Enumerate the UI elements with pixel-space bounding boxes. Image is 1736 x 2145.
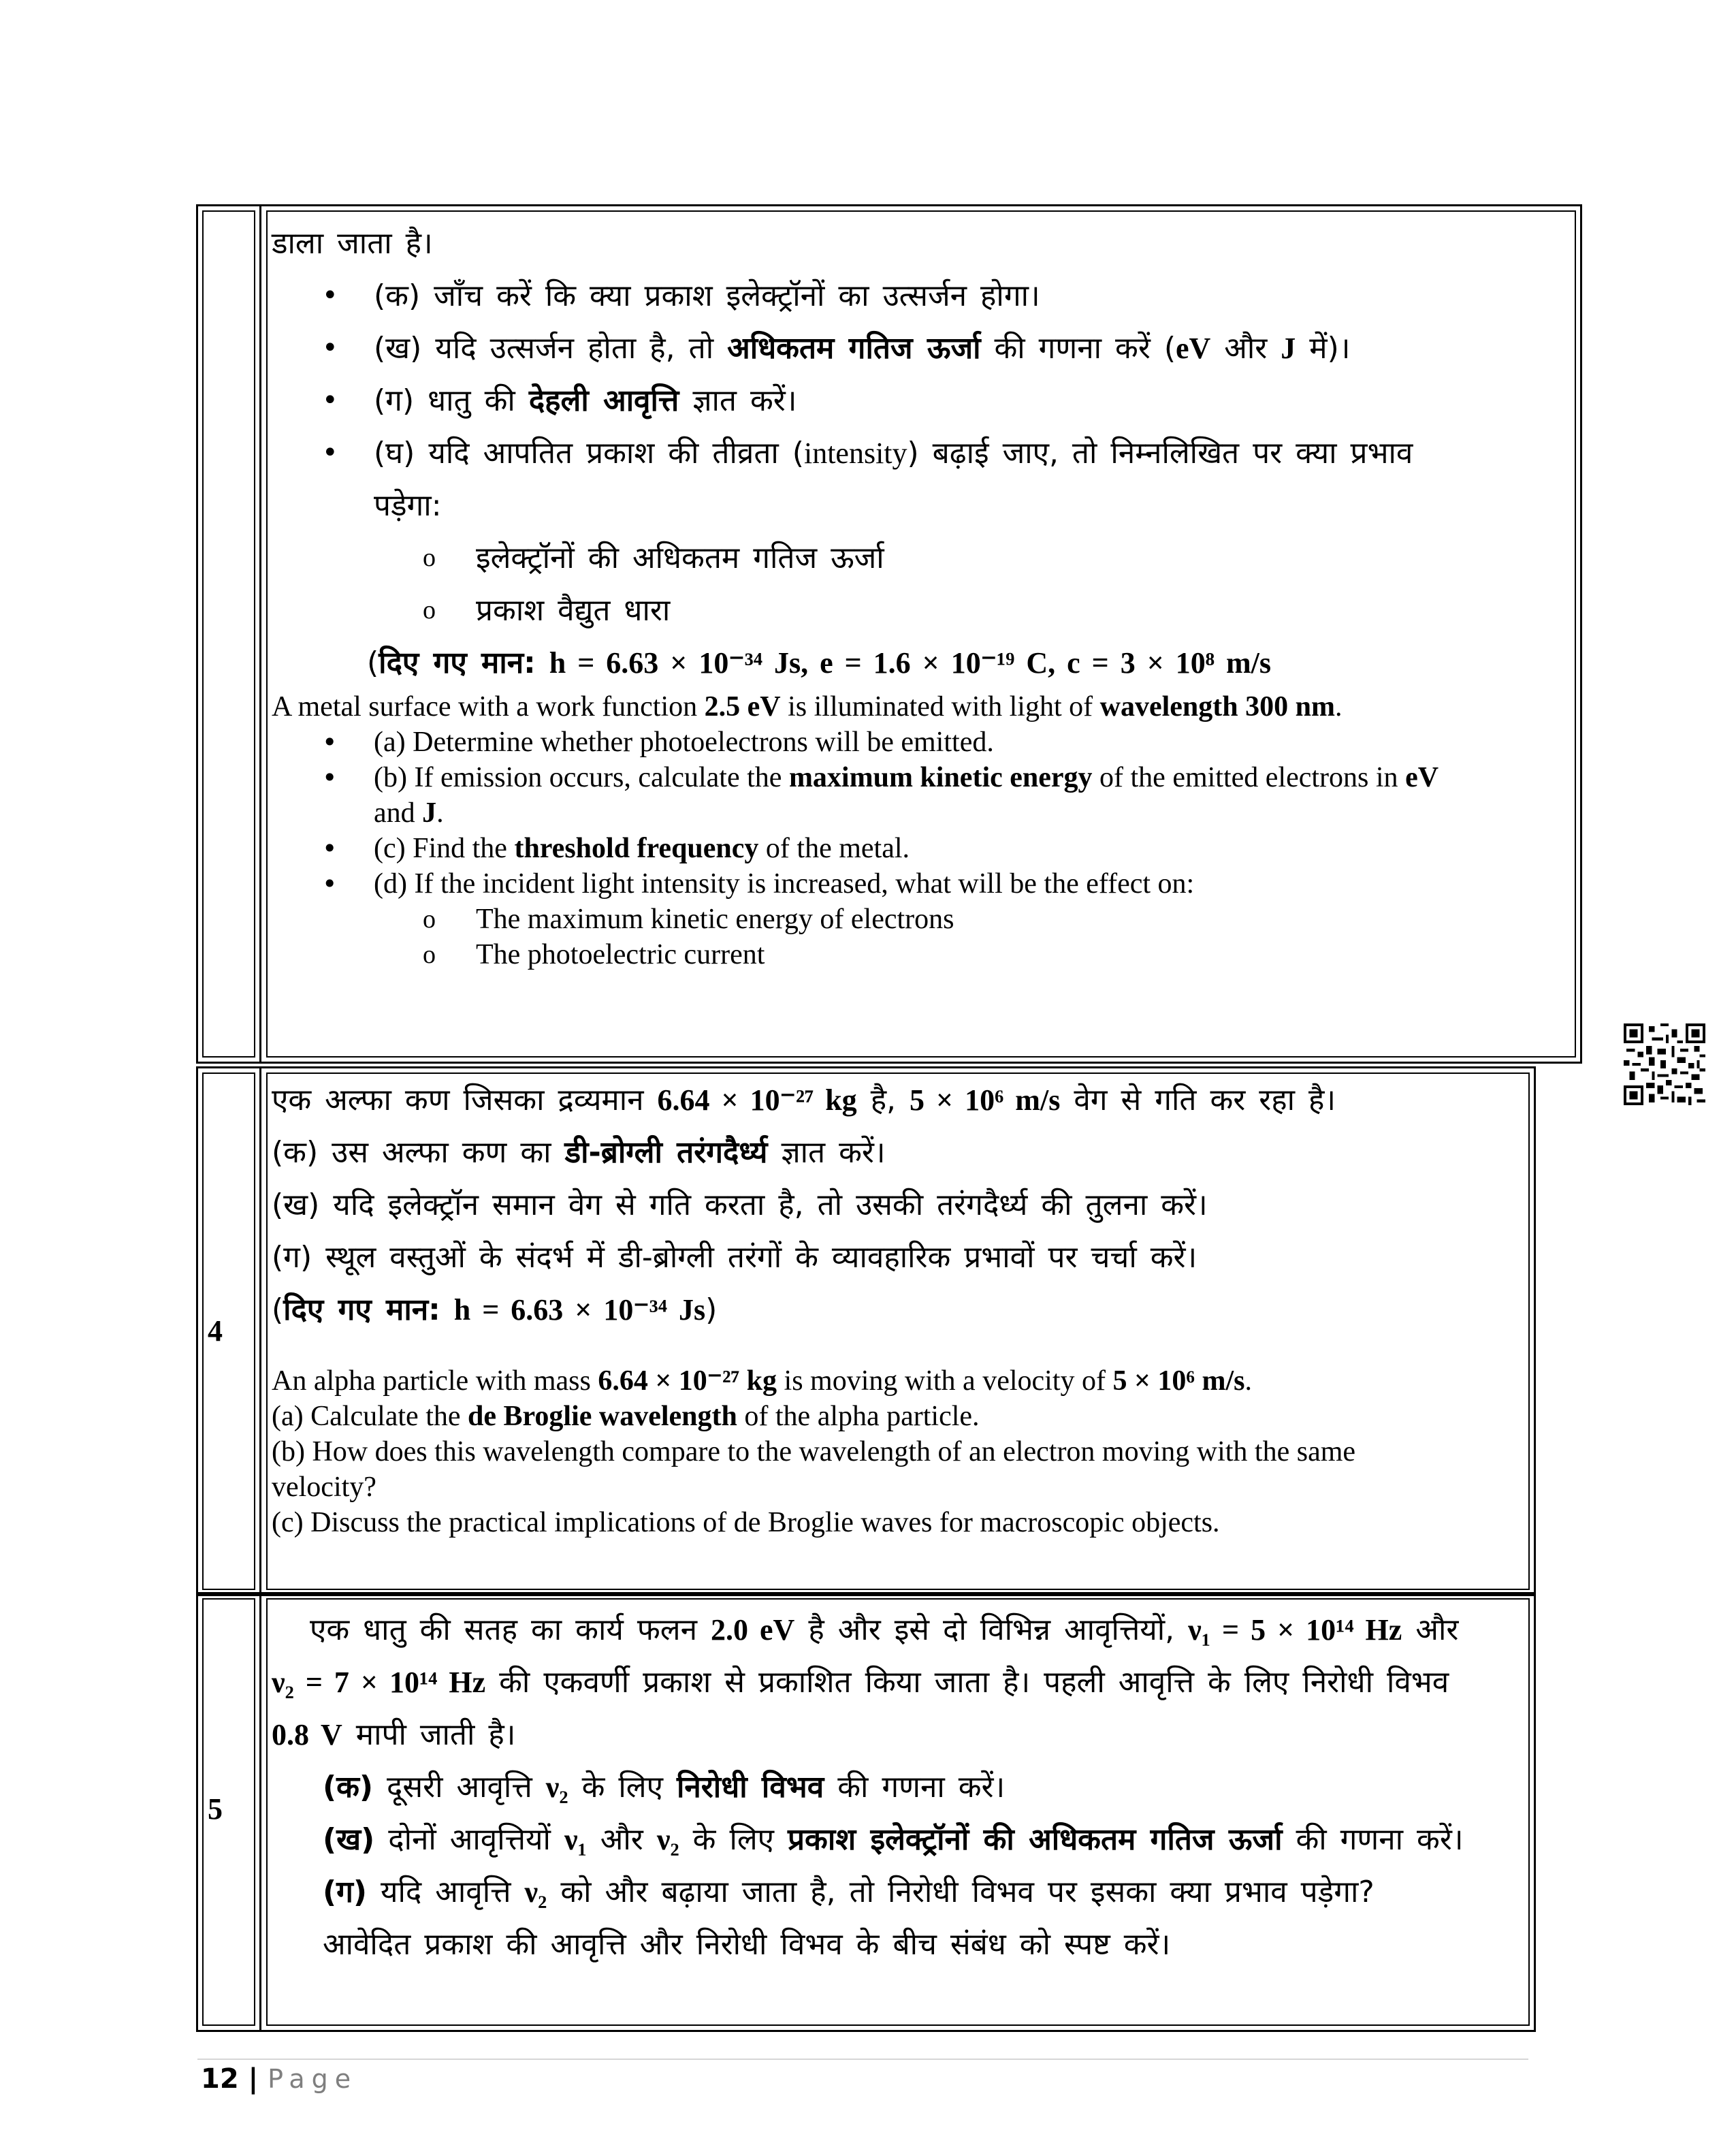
question-3-block	[196, 204, 1582, 1064]
stopping-potential-value: 0.8 V	[272, 1718, 342, 1751]
part-label: (ग)	[323, 1875, 367, 1909]
question-5-block	[196, 1592, 1536, 2032]
hindi-part-c-continued: आवेदित प्रकाश की आवृत्ति और निरोधी विभव के बीच संबंध को स्पष्ट करें।	[323, 1927, 1171, 1962]
unit-j: J	[422, 797, 437, 829]
text-segment: की एकवर्णी प्रकाश से प्रकाशित किया जाता है। पहली आवृत्ति के लिए निरोधी विभव	[499, 1665, 1449, 1700]
text-segment: ज्ञात करें।	[692, 383, 797, 418]
question-number: 5	[208, 1792, 223, 1826]
text-segment: ज्ञात करें।	[781, 1135, 886, 1170]
text-segment: है और इसे दो विभिन्न आवृत्तियों,	[808, 1612, 1175, 1647]
hindi-intro	[272, 1074, 1520, 1126]
text-segment: of the metal.	[758, 833, 910, 864]
bold-term: अधिकतम गतिज ऊर्जा	[727, 331, 981, 366]
hindi-intro-continued: डाला जाता है।	[272, 226, 433, 261]
english-subitem-2: o The photoelectric current	[272, 937, 1566, 972]
text-segment: (ग) धातु की	[374, 383, 515, 418]
hindi-part-d-continued: पड़ेगा:	[374, 488, 442, 523]
page-footer	[201, 2063, 357, 2095]
hindi-part-b	[272, 1813, 1486, 1866]
bold-term: 5 × 10⁶ m/s	[1112, 1365, 1245, 1397]
text-segment: of the alpha particle.	[737, 1401, 980, 1432]
text-segment: (c) Find the	[374, 833, 515, 864]
question-4-block	[196, 1066, 1536, 1596]
nu-symbol: ν₂	[524, 1875, 547, 1909]
bold-term: 2.5 eV	[704, 691, 781, 722]
given-label: दिए गए मान:	[283, 1292, 440, 1327]
hindi-part-c	[272, 1866, 1486, 1918]
text-segment: मापी जाती है।	[355, 1717, 516, 1752]
frequency-2-value: ν₂ = 7 × 10¹⁴ Hz	[272, 1666, 486, 1699]
given-label: दिए गए मान:	[379, 646, 536, 680]
given-values: h = 6.63 × 10⁻³⁴ Js	[453, 1293, 706, 1326]
text-segment: की गणना करें (	[994, 331, 1176, 366]
english-part-a	[272, 1399, 1520, 1434]
bold-term: wavelength 300 nm	[1099, 691, 1335, 722]
english-part-b: (b) How does this wavelength compare to the wavelength of an electron moving with the same velocity?	[272, 1436, 1356, 1503]
hindi-intro	[272, 1604, 1486, 1761]
text-segment: (b) If emission occurs, calculate the	[374, 762, 789, 793]
text-segment: यदि आवृत्ति	[381, 1875, 511, 1909]
frequency-1-value: ν₁ = 5 × 10¹⁴ Hz	[1188, 1613, 1402, 1647]
question-number: 4	[208, 1314, 223, 1348]
english-part-d: • (d) If the incident light intensity is increased, what will be the effect on:	[272, 866, 1566, 902]
footer-separator: |	[248, 2063, 259, 2095]
page-number: 12	[201, 2063, 239, 2095]
text-segment: ) बढ़ाई जाए, तो निम्नलिखित पर क्या प्रभाव	[907, 436, 1413, 471]
text-segment: के लिए	[692, 1822, 775, 1857]
english-intro	[272, 1363, 1520, 1399]
bold-term: de Broglie wavelength	[468, 1401, 737, 1432]
text-segment: को और बढ़ाया जाता है, तो निरोधी विभव पर इसका क्या प्रभाव पड़ेगा?	[560, 1875, 1375, 1909]
text-segment: (ख) यदि उत्सर्जन होता है, तो	[374, 331, 714, 366]
text-segment: (घ) यदि आपतित प्रकाश की तीव्रता (	[374, 436, 804, 471]
text-segment: एक धातु की सतह का कार्य फलन	[310, 1612, 698, 1647]
hindi-part-a: • (क) जाँच करें कि क्या प्रकाश इलेक्ट्रॉनों का उत्सर्जन होगा।	[272, 270, 1566, 322]
bold-term: निरोधी विभव	[676, 1770, 824, 1805]
hindi-part-d	[272, 427, 1566, 479]
bold-term: डी-ब्रोग्ली तरंगदैर्ध्य	[564, 1135, 768, 1170]
question-number-cell	[198, 206, 261, 1062]
english-subitem-1: o The maximum kinetic energy of electrons	[272, 902, 1566, 937]
bold-term: maximum kinetic energy	[788, 762, 1093, 793]
bold-term: threshold frequency	[514, 833, 759, 864]
qr-code-icon	[1624, 1023, 1705, 1105]
hindi-part-b	[272, 322, 1566, 375]
question-content	[272, 1604, 1486, 1971]
english-part-c: (c) Discuss the practical implications of de Broglie waves for macroscopic objects.	[272, 1507, 1220, 1538]
page-label: Page	[268, 2064, 358, 2094]
part-label: (ख)	[323, 1822, 375, 1857]
english-part-b	[272, 760, 1566, 831]
text-segment: of the emitted electrons in	[1092, 762, 1406, 793]
hindi-part-b: (ख) यदि इलेक्ट्रॉन समान वेग से गति करता है, तो उसकी तरंगदैर्ध्य की तुलना करें।	[272, 1188, 1208, 1222]
english-term: intensity	[803, 436, 907, 470]
text-segment: An alpha particle with mass	[272, 1365, 598, 1397]
text-segment: और	[600, 1822, 643, 1857]
bold-term: देहली आवृत्ति	[528, 383, 679, 418]
work-function-value: 2.0 eV	[711, 1613, 795, 1647]
text-segment: में)।	[1296, 331, 1351, 366]
bold-term: 6.64 × 10⁻²⁷ kg	[598, 1365, 777, 1397]
text-segment: के लिए	[581, 1770, 663, 1805]
hindi-part-c: (ग) स्थूल वस्तुओं के संदर्भ में डी-ब्रोग्ली तरंगों के व्यावहारिक प्रभावों पर चर्चा करें।	[272, 1240, 1197, 1275]
text-segment: and	[374, 797, 423, 829]
text-segment: A metal surface with a work function	[272, 691, 705, 722]
bold-term: प्रकाश इलेक्ट्रॉनों की अधिकतम गतिज ऊर्जा	[788, 1822, 1283, 1857]
unit-ev: eV	[1176, 332, 1211, 365]
english-part-c	[272, 831, 1566, 866]
hindi-given-values: (दिए गए मान: h = 6.63 × 10⁻³⁴ Js, e = 1.6 × 10⁻¹⁹ C, c = 3 × 10⁸ m/s	[367, 646, 1272, 680]
text-segment: (क) उस अल्फा कण का	[272, 1135, 551, 1170]
hindi-subitem-1: o इलेक्ट्रॉनों की अधिकतम गतिज ऊर्जा	[272, 532, 1566, 584]
text-segment: और	[1415, 1612, 1459, 1647]
text-segment: (a) Calculate the	[272, 1401, 468, 1432]
nu-symbol: ν₂	[545, 1770, 568, 1804]
text-segment: दोनों आवृत्तियों	[388, 1822, 551, 1857]
question-content	[272, 1074, 1520, 1540]
hindi-part-a	[272, 1761, 1486, 1813]
hindi-given-values: (दिए गए मान: h = 6.63 × 10⁻³⁴ Js)	[272, 1292, 718, 1327]
text-segment: की गणना करें।	[837, 1770, 1006, 1805]
question-number-cell	[198, 1594, 261, 2030]
text-segment: .	[1244, 1365, 1253, 1397]
part-label: (क)	[323, 1770, 374, 1805]
hindi-part-c	[272, 375, 1566, 427]
text-segment: is illuminated with light of	[780, 691, 1100, 722]
english-intro	[272, 689, 1566, 725]
footer-divider	[197, 2059, 1528, 2060]
text-segment: है,	[870, 1083, 897, 1117]
question-number-cell	[198, 1068, 261, 1594]
text-segment: दूसरी आवृत्ति	[387, 1770, 532, 1805]
text-segment: .	[1334, 691, 1343, 722]
text-segment: और	[1210, 331, 1281, 366]
given-values: h = 6.63 × 10⁻³⁴ Js, e = 1.6 × 10⁻¹⁹ C, c = 3 × 10⁸ m/s	[549, 646, 1272, 680]
hindi-subitem-2: o प्रकाश वैद्युत धारा	[272, 584, 1566, 637]
unit-j: J	[1281, 332, 1296, 365]
spacer	[272, 1336, 1520, 1363]
unit-ev: eV	[1405, 762, 1439, 793]
text-segment: की गणना करें।	[1296, 1822, 1464, 1857]
nu-symbol: ν₁	[564, 1823, 587, 1856]
text-segment: is moving with a velocity of	[777, 1365, 1113, 1397]
question-content	[272, 217, 1566, 972]
mass-value: 6.64 × 10⁻²⁷ kg	[657, 1083, 857, 1117]
text-segment: एक अल्फा कण जिसका द्रव्यमान	[272, 1083, 644, 1117]
velocity-value: 5 × 10⁶ m/s	[910, 1083, 1061, 1117]
text-segment: वेग से गति कर रहा है।	[1074, 1083, 1336, 1117]
text-segment: .	[436, 797, 444, 829]
nu-symbol: ν₂	[656, 1823, 679, 1856]
hindi-part-a	[272, 1126, 1520, 1179]
english-part-a: • (a) Determine whether photoelectrons will be emitted.	[272, 725, 1566, 760]
